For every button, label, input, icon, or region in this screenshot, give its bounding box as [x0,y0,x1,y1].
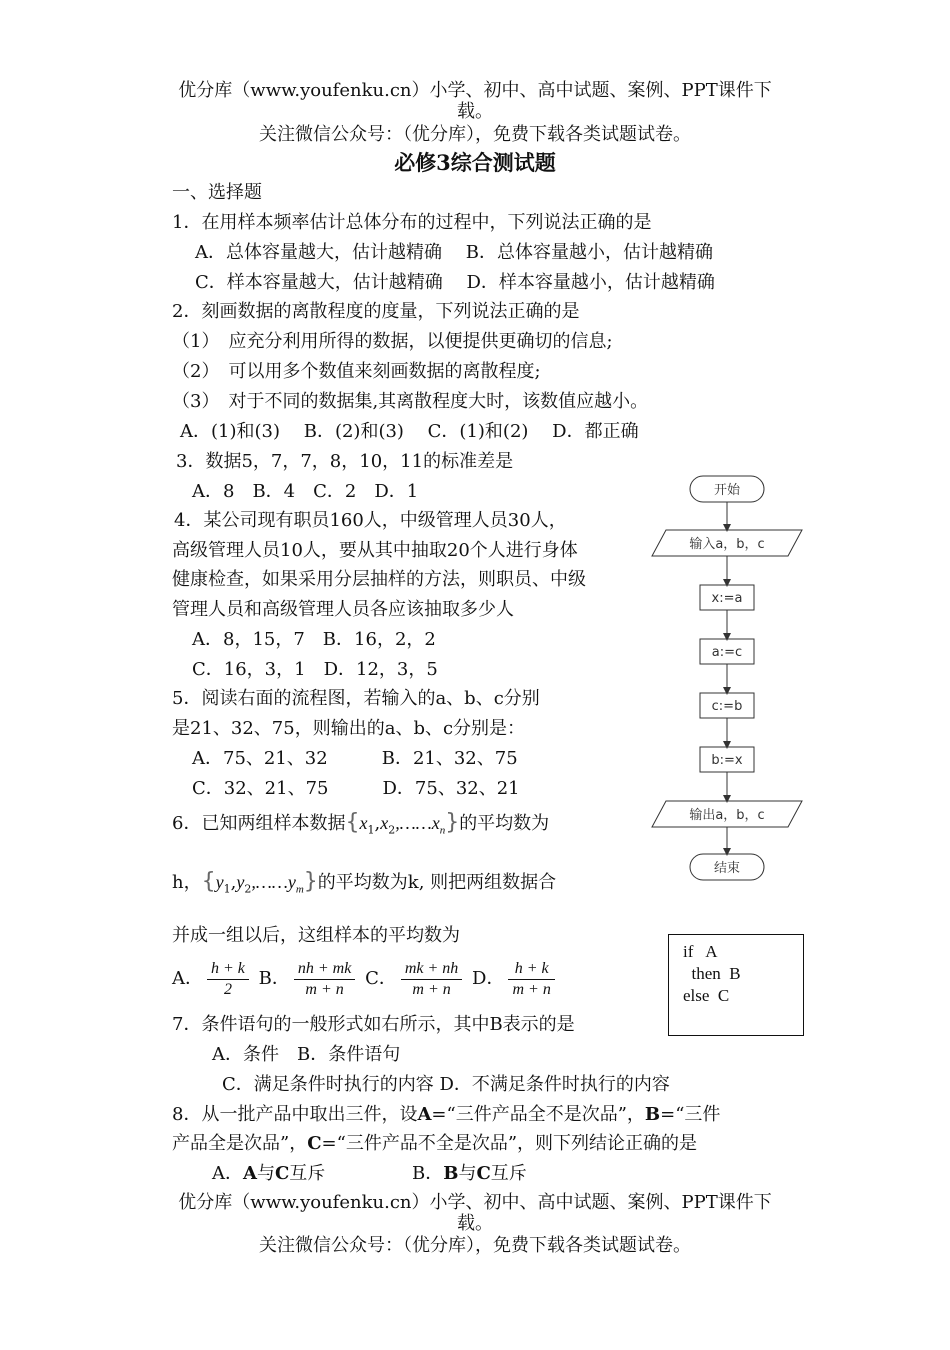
q4-line-3: 健康检查，如果采用分层抽样的方法，则职员、中级 [172,569,586,590]
q8-option-b: B．B与C互斥 [412,1163,527,1184]
q8-line-2: 产品全是次品”，C=“三件产品不全是次品”，则下列结论正确的是 [172,1133,698,1154]
q5-options-ab: A．75、21、32 B．21、32、75 [192,748,518,769]
q3-options: A．8 B．4 C．2 D．1 [192,481,419,502]
left-brace-icon: { [201,869,216,894]
left-brace-icon: { [345,810,360,835]
flow-output-label: 输出a，b，c [689,808,765,823]
q4-line-2: 高级管理人员10人，要从其中抽取20个人进行身体 [172,540,578,561]
right-brace-icon: } [445,810,460,835]
fraction-b: $\frac{nh + mk}{m + n}$ [294,959,355,1000]
header-line-3: 关注微信公众号：（优分库），免费下载各类试题试卷。 [259,124,691,145]
conditional-statement-box [668,934,804,1036]
q2-statement-2: （2） 可以用多个数值来刻画数据的离散程度; [172,361,541,382]
footer-line-2: 载。 [457,1213,493,1234]
flow-input-label: 输入a，b，c [689,537,765,552]
if-line: if A [683,942,718,961]
flow-start-label: 开始 [713,483,741,498]
q5-line-2: 是21、32、75，则输出的a、b、c分别是： [172,718,526,739]
flow-end-label: 结束 [713,861,741,876]
q7-options-cd: C．满足条件时执行的内容 D．不满足条件时执行的内容 [222,1074,670,1095]
q4-options-ab: A．8，15，7 B．16，2，2 [192,629,436,650]
flow-step-4-label: b:=x [711,753,743,768]
flow-step-2-label: a:=c [711,645,743,660]
q4-options-cd: C．16，3，1 D．12，3，5 [192,659,438,680]
q2-stem: 2．刻画数据的离散程度的度量，下列说法正确的是 [172,301,580,322]
fraction-c: $\frac{mk + nh}{m + n}$ [401,959,462,1000]
q2-statement-3: （3） 对于不同的数据集,其离散程度大时，该数值应越小。 [172,391,649,412]
section-heading: 一、选择题 [172,182,262,203]
fraction-a: $\frac{h + k}{2}$ [207,959,249,1000]
q1-options-cd: C．样本容量越大，估计越精确 D．样本容量越小，估计越精确 [195,272,715,293]
q8-line-1: 8．从一批产品中取出三件，设A=“三件产品全不是次品”，B=“三件 [172,1104,721,1125]
footer-line-1: 优分库（www.youfenku.cn）小学、初中、高中试题、案例、PPT课件下 [178,1192,772,1213]
flowchart [640,470,810,890]
flow-step-1-label: x:=a [711,591,743,606]
q5-options-cd: C．32、21、75 D．75、32、21 [192,778,520,799]
footer-line-3: 关注微信公众号：（优分库），免费下载各类试题试卷。 [259,1235,691,1256]
page-title: 必修3综合测试题 [394,150,556,175]
q6-options: A． $\frac{h + k}{2}$ B． $\frac{nh + mk}{m + n}$ C． $\frac{mk + nh}{m + n}$ D． $\frac{h + k}{m + n}$ [172,958,559,1000]
q4-line-1: 4．某公司现有职员160人，中级管理人员30人， [174,510,567,531]
q6-line-3: 并成一组以后，这组样本的平均数为 [172,925,460,946]
q2-statement-1: （1） 应充分利用所得的数据，以便提供更确切的信息; [172,331,613,352]
q5-line-1: 5．阅读右面的流程图，若输入的a、b、c分别 [172,688,540,709]
q4-line-4: 管理人员和高级管理人员各应该抽取多少人 [172,599,514,620]
q7-options-ab: A．条件 B．条件语句 [212,1044,401,1065]
q6-line-1: 6．已知两组样本数据$\{x_1,x_2,\dots\dots x_n\}$的平均数为 [172,810,550,837]
fraction-d: $\frac{h + k}{m + n}$ [508,959,554,1000]
q6-line-2: h，$\{y_1,y_2,\dots\dots y_m\}$的平均数为k, 则把两组数据合 [172,869,557,896]
q2-options: A．(1)和(3) B．(2)和(3) C．(1)和(2) D．都正确 [180,421,639,442]
header-line-1: 优分库（www.youfenku.cn）小学、初中、高中试题、案例、PPT课件下 [178,80,772,101]
q3-stem: 3．数据5，7，7，8，10，11的标准差是 [176,451,514,472]
header-line-2: 载。 [457,101,493,122]
q1-options-ab: A．总体容量越大，估计越精确 B．总体容量越小，估计越精确 [195,242,713,263]
q1-stem: 1．在用样本频率估计总体分布的过程中，下列说法正确的是 [172,212,652,233]
then-line: then B [683,964,741,983]
right-brace-icon: } [303,869,318,894]
q8-option-a: A．A与C互斥 [212,1163,326,1184]
else-line: else C [683,986,730,1005]
flow-step-3-label: c:=b [711,699,743,714]
q7-stem: 7．条件语句的一般形式如右所示，其中B表示的是 [172,1014,575,1035]
